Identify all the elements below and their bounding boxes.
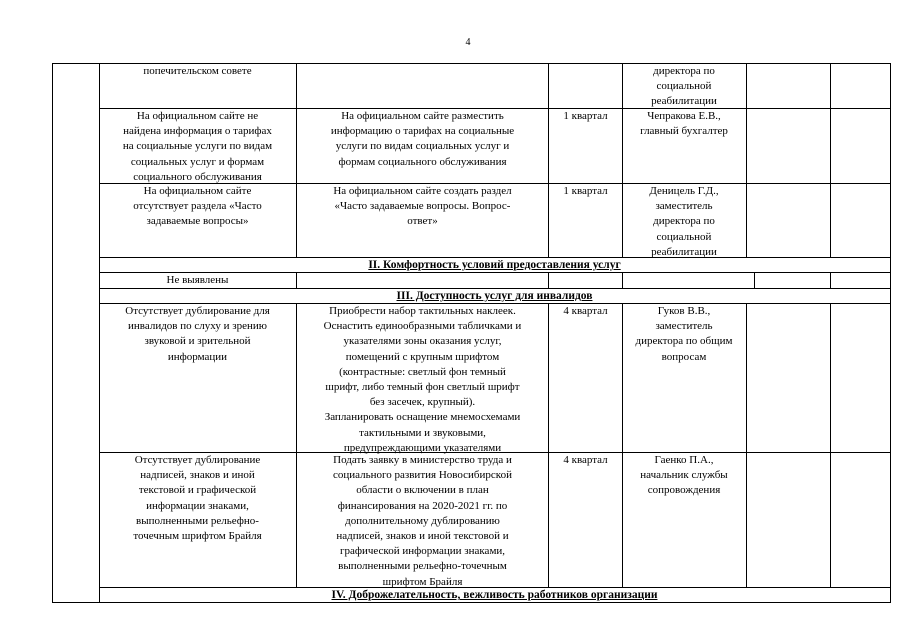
row-6-measure: Подать заявку в министерство труда и социального развития Новосибирской области о включении в план финансирования на 2020-2021 гг. по дополнительному дублированию надписей, знаков и иной текстовой и графической информации знаками, выполненными рельефно-точечным шрифтом Брайля xyxy=(333,454,512,588)
page-number: 4 xyxy=(465,37,471,48)
column-divider xyxy=(830,303,831,588)
row-2-responsible: Чепракова Е.В., главный бухгалтер xyxy=(640,110,728,138)
row-1-problem: попечительском совете xyxy=(143,65,252,77)
row-5-measure: Приобрести набор тактильных наклеек. Оснастить единообразными табличками и указателями зоны оказания услуг, помещений с крупным шрифтом (контрастные: светлый фон темный шрифт, либо темный фон светлый шрифт без засечек, крупный). Запланировать оснащение мнемосхемами тактильными и звуковыми, предупреждающими указателями xyxy=(323,305,522,454)
row-2-deadline: 1 квартал xyxy=(563,110,608,122)
row-3-responsible: Деницель Г.Д., заместитель директора по социальной реабилитации xyxy=(649,185,719,258)
column-divider xyxy=(548,63,549,258)
column-divider xyxy=(622,272,623,289)
row-3-deadline: 1 квартал xyxy=(563,185,608,197)
column-divider xyxy=(746,63,747,258)
row-5-responsible: Гуков В.В., заместитель директора по общим вопросам xyxy=(635,305,733,363)
column-divider xyxy=(830,272,831,289)
table-bottom-border xyxy=(52,602,891,603)
row-2-problem: На официальном сайте не найдена информация о тарифах на социальные услуги по видам социальных услуг и формам социального обслуживания xyxy=(122,110,273,183)
column-divider xyxy=(548,303,549,588)
row-6-deadline: 4 квартал xyxy=(563,454,608,466)
row-6-problem: Отсутствует дублирование надписей, знаков и иной текстовой и графической информации знаками, выполненными рельефно- точечным шрифтом Брайля xyxy=(133,454,262,543)
row-5-deadline: 4 квартал xyxy=(563,305,608,317)
column-divider xyxy=(754,272,755,289)
table-left-border xyxy=(52,63,53,603)
table-right-border xyxy=(890,63,891,603)
row-5-problem: Отсутствует дублирование для инвалидов по слуху и зрению звуковой и зрительной информации xyxy=(125,305,270,363)
section-heading-accessibility: III. Доступность услуг для инвалидов xyxy=(396,290,593,302)
section-heading-comfort: II. Комфортность условий предоставления услуг xyxy=(368,259,621,271)
column-divider xyxy=(830,63,831,258)
row-3-problem: На официальном сайте отсутствует раздела «Часто задаваемые вопросы» xyxy=(133,185,262,228)
row-3-measure: На официальном сайте создать раздел «Часто задаваемые вопросы. Вопрос- ответ» xyxy=(333,185,512,228)
row-1-responsible: директора по социальной реабилитации xyxy=(651,65,717,108)
column-divider xyxy=(548,272,549,289)
row-2-measure: На официальном сайте разместить информацию о тарифах на социальные услуги по видам социальных услуг и формам социального обслуживания xyxy=(330,110,515,168)
row-6-responsible: Гаенко П.А., начальник службы сопровождения xyxy=(640,454,728,497)
column-divider xyxy=(296,272,297,289)
column-divider xyxy=(746,303,747,588)
row-4-problem: Не выявлены xyxy=(166,274,229,286)
section-heading-courtesy: IV. Доброжелательность, вежливость работников организации xyxy=(331,589,658,601)
